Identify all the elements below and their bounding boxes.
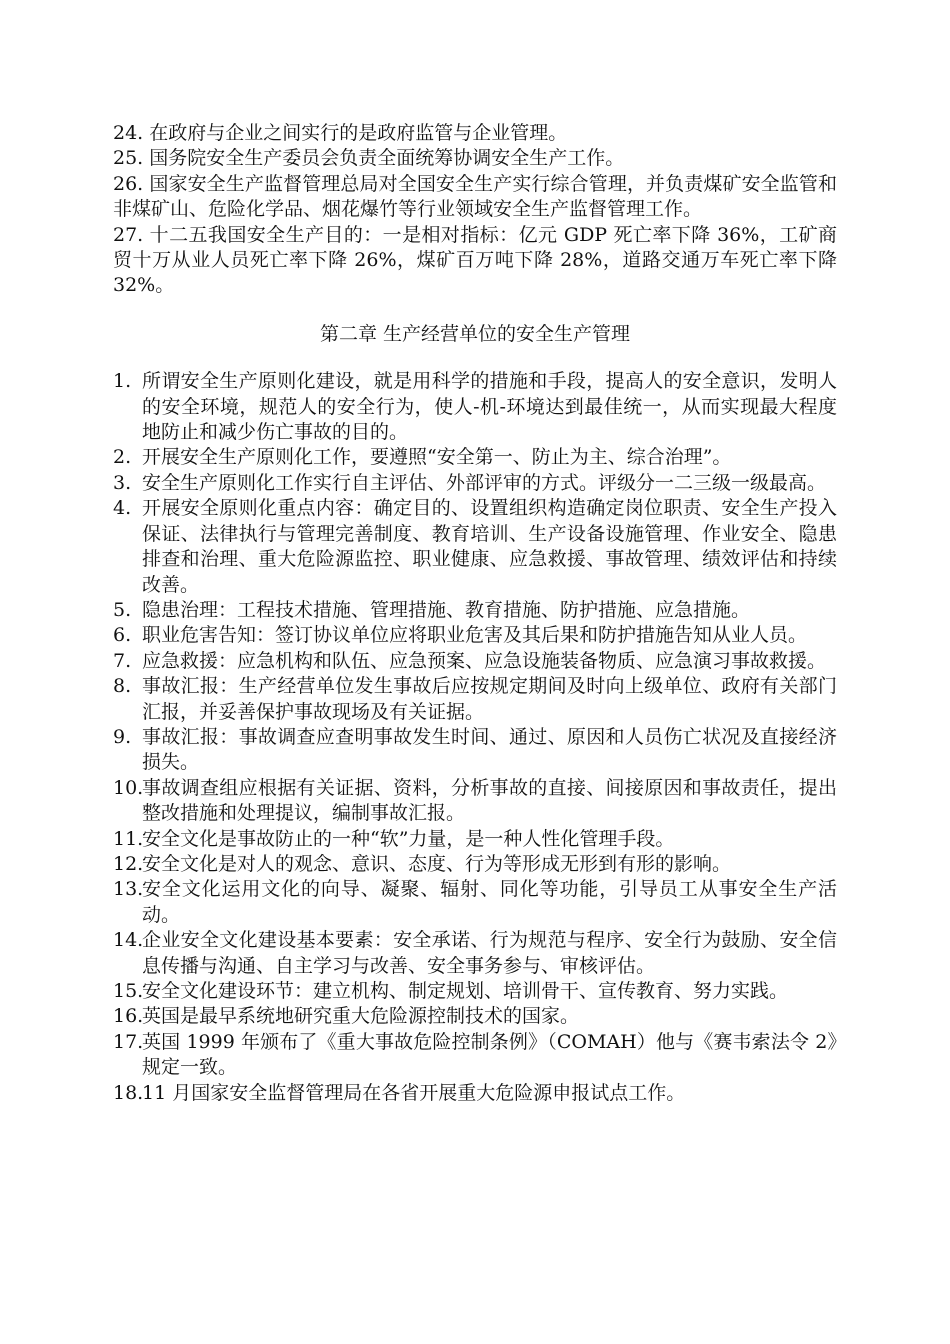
list-item-number: 10. — [113, 776, 144, 799]
list-item — [113, 471, 837, 496]
list-item-number: 4. — [113, 497, 132, 520]
list-item — [113, 1081, 837, 1106]
list-item-number: 8. — [113, 675, 132, 698]
list-item-number: 17. — [113, 1030, 144, 1053]
list-item-text: 英国 1999 年颁布了《重大事故危险控制条例》（COMAH）他与《赛韦索法令 2》规定一致。 — [142, 1030, 837, 1079]
list-item — [113, 598, 837, 623]
paragraph-item-25: 25. 国务院安全生产委员会负责全面统筹协调安全生产工作。 — [113, 147, 625, 170]
list-item — [113, 369, 837, 445]
list-item-number: 14. — [113, 929, 144, 952]
list-item — [113, 776, 837, 827]
list-item-text: 职业危害告知：签订协议单位应将职业危害及其后果和防护措施告知从业人员。 — [142, 624, 808, 647]
list-item-text: 事故调查组应根据有关证据、资料，分析事故的直接、间接原因和事故责任，提出整改措施和处理提议，编制事故汇报。 — [142, 776, 837, 825]
list-item-number: 6. — [113, 624, 132, 647]
list-item — [113, 445, 837, 470]
list-item — [113, 877, 837, 928]
list-item — [113, 1030, 837, 1081]
list-item — [113, 674, 837, 725]
list-item-number: 12. — [113, 852, 144, 875]
list-item-text: 开展安全生产原则化工作，要遵照“安全第一、防止为主、综合治理”。 — [142, 446, 732, 469]
list-item — [113, 1004, 837, 1029]
list-item — [113, 725, 837, 776]
list-item-number: 7. — [113, 649, 132, 672]
list-item-text: 安全文化运用文化的向导、凝聚、辐射、同化等功能，引导员工从事安全生产活动。 — [142, 878, 837, 926]
list-item-text: 安全文化建设环节：建立机构、制定规划、培训骨干、宣传教育、努力实践。 — [142, 980, 789, 1002]
list-item-number: 18. — [113, 1081, 144, 1104]
list-item-text: 隐患治理：工程技术措施、管理措施、教育措施、防护措施、应急措施。 — [142, 598, 751, 621]
list-item-text: 所谓安全生产原则化建设，就是用科学的措施和手段，提高人的安全意识，发明人的安全环境，规范人的安全行为，使人-机-环境达到最佳统一，从而实现最大程度地防止和减少伤亡事故的目的。 — [142, 370, 837, 444]
list-item-number: 2. — [113, 446, 132, 469]
list-item-text: 企业安全文化建设基本要素：安全承诺、行为规范与程序、安全行为鼓励、安全信息传播与沟通、自主学习与改善、安全事务参与、审核评估。 — [142, 929, 837, 977]
list-item-number: 16. — [113, 1005, 144, 1028]
list-item-text: 事故汇报：事故调查应查明事故发生时间、通过、原因和人员伤亡状况及直接经济损失。 — [142, 725, 837, 774]
list-item — [113, 852, 837, 877]
list-item-text: 应急救援：应急机构和队伍、应急预案、应急设施装备物质、应急演习事故救援。 — [142, 649, 827, 672]
paragraph-item-26: 26. 国家安全生产监督管理总局对全国安全生产实行综合管理，并负责煤矿安全监管和非煤矿山、危险化学品、烟花爆竹等行业领域安全生产监督管理工作。 — [113, 172, 837, 221]
document-page — [113, 121, 837, 1106]
list-item-text: 安全生产原则化工作实行自主评估、外部评审的方式。评级分一二三级一级最高。 — [142, 471, 827, 494]
list-item-text: 11 月国家安全监督管理局在各省开展重大危险源申报试点工作。 — [142, 1081, 686, 1104]
list-item-number: 5. — [113, 598, 132, 621]
list-item — [113, 979, 837, 1004]
list-item — [113, 827, 837, 852]
paragraph-item-27: 27. 十二五我国安全生产目的：一是相对指标：亿元 GDP 死亡率下降 36%，工矿商贸十万从业人员死亡率下降 26%，煤矿百万吨下降 28%，道路交通万车死亡率下降 32%。 — [113, 223, 837, 297]
list-item-number: 9. — [113, 725, 132, 748]
list-item — [113, 496, 837, 598]
list-item-text: 英国是最早系统地研究重大危险源控制技术的国家。 — [142, 1005, 580, 1028]
list-item — [113, 623, 837, 648]
list-item-number: 15. — [113, 980, 144, 1002]
list-item-text: 安全文化是事故防止的一种“软”力量，是一种人性化管理手段。 — [142, 827, 675, 850]
list-item-text: 安全文化是对人的观念、意识、态度、行为等形成无形到有形的影响。 — [142, 852, 732, 875]
list-item-number: 1. — [113, 370, 132, 393]
paragraph-item-24: 24. 在政府与企业之间实行的是政府监管与企业管理。 — [113, 122, 568, 144]
list-item-number: 3. — [113, 471, 132, 494]
chapter-title: 第二章 生产经营单位的安全生产管理 — [319, 322, 631, 345]
list-item-number: 13. — [113, 878, 144, 901]
list-item-text: 开展安全原则化重点内容：确定目的、设置组织构造确定岗位职责、安全生产投入保证、法律执行与管理完善制度、教育培训、生产设备设施管理、作业安全、隐患排查和治理、重大危险源监控、职业健康、应急救援、事故管理、绩效评估和持续改善。 — [142, 497, 837, 596]
list-item-text: 事故汇报：生产经营单位发生事故后应按规定期间及时向上级单位、政府有关部门汇报，并妥善保护事故现场及有关证据。 — [142, 675, 837, 723]
list-item — [113, 928, 837, 979]
list-item — [113, 649, 837, 674]
list-item-number: 11. — [113, 827, 144, 850]
